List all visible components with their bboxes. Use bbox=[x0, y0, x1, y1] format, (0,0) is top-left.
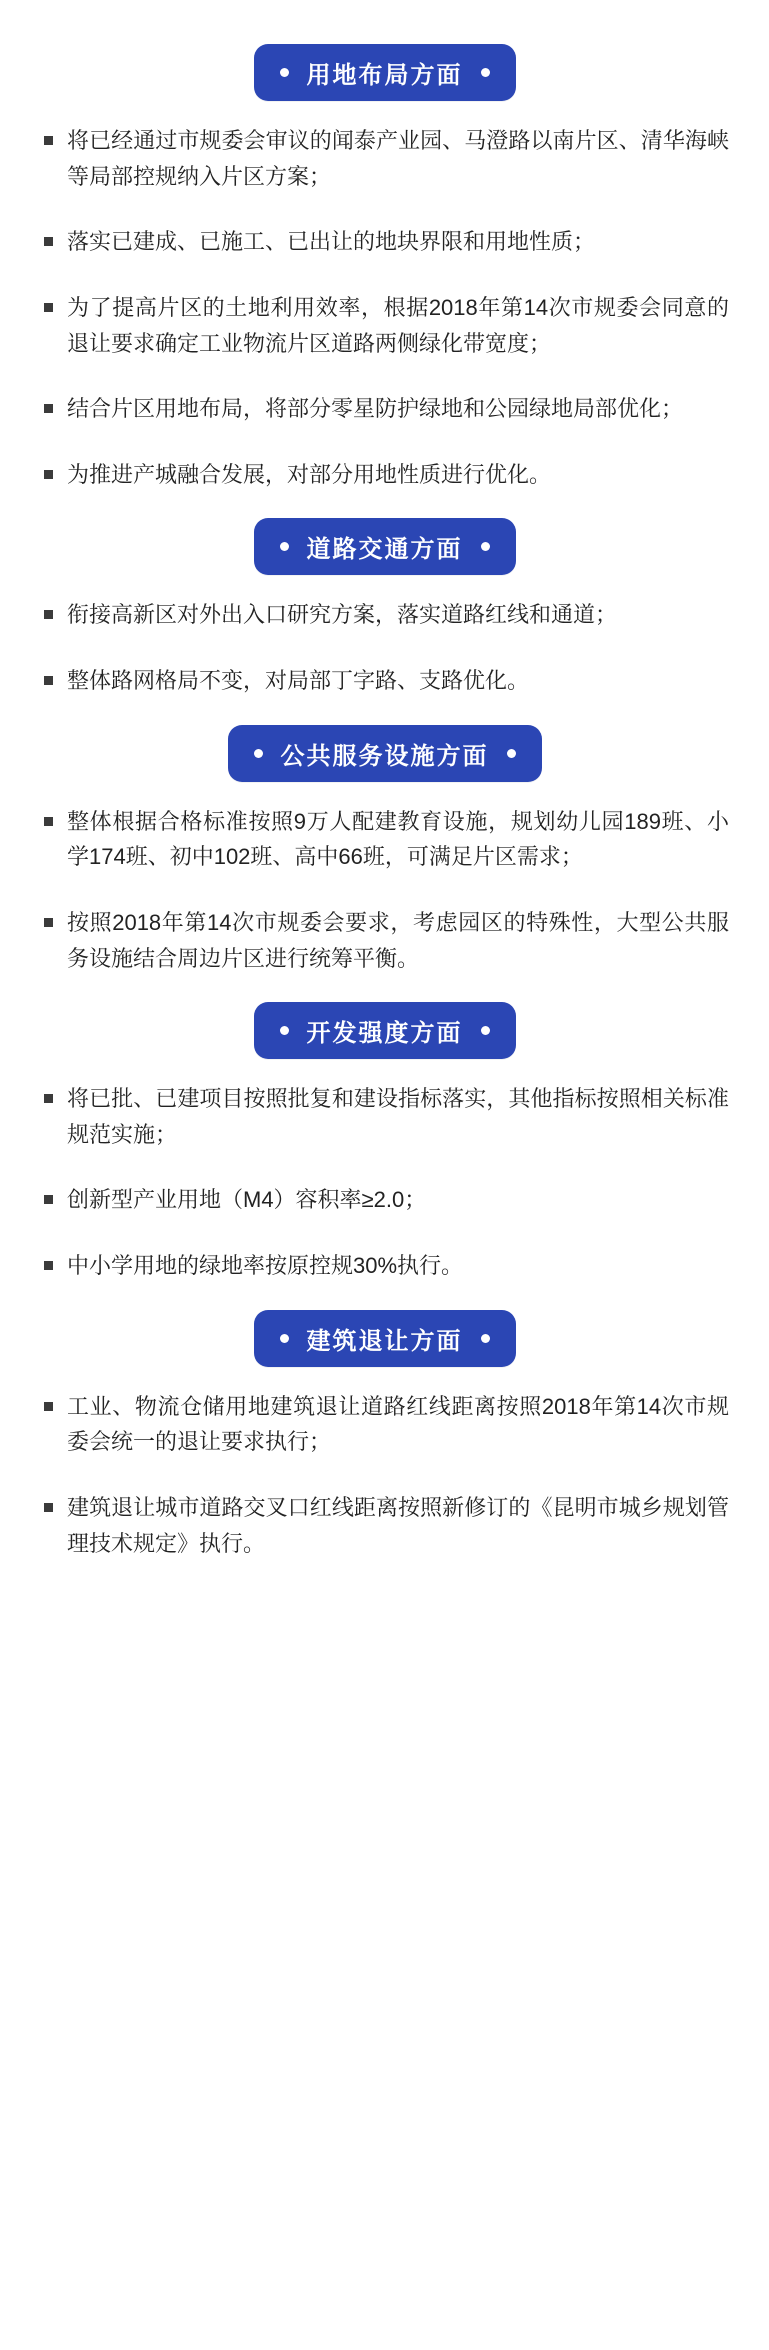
list-item-text: 按照2018年第14次市规委会要求，考虑园区的特殊性，大型公共服务设施结合周边片区进行统筹平衡。 bbox=[67, 909, 729, 971]
section-items bbox=[0, 123, 769, 492]
list-item-text: 结合片区用地布局，将部分零星防护绿地和公园绿地局部优化； bbox=[67, 396, 684, 422]
section-heading-label: 道路交通方面 bbox=[306, 536, 463, 564]
section-public-service-facilities bbox=[0, 725, 769, 977]
list-item bbox=[44, 1490, 729, 1561]
list-item-text: 创新型产业用地（M4）容积率≥2.0； bbox=[67, 1187, 427, 1213]
square-bullet-icon bbox=[44, 676, 53, 685]
list-item-text: 中小学用地的绿地率按原控规30%执行。 bbox=[67, 1253, 464, 1278]
list-item bbox=[44, 663, 729, 699]
list-item bbox=[44, 391, 729, 427]
square-bullet-icon bbox=[44, 610, 53, 619]
section-heading-badge bbox=[254, 44, 516, 101]
section-heading-badge bbox=[254, 518, 516, 575]
list-item bbox=[44, 123, 729, 194]
section-items bbox=[0, 1081, 769, 1284]
list-item bbox=[44, 457, 729, 493]
dot-icon bbox=[481, 542, 490, 551]
section-items bbox=[0, 1389, 769, 1562]
list-item-text: 将已经通过市规委会审议的闻泰产业园、马澄路以南片区、清华海峡等局部控规纳入片区方案； bbox=[67, 128, 729, 189]
list-item-text: 建筑退让城市道路交叉口红线距离按照新修订的《昆明市城乡规划管理技术规定》执行。 bbox=[67, 1494, 729, 1556]
dot-icon bbox=[481, 1026, 490, 1035]
section-heading-badge bbox=[228, 725, 542, 782]
list-item bbox=[44, 1182, 729, 1218]
dot-icon bbox=[280, 1334, 289, 1343]
dot-icon bbox=[481, 1334, 490, 1343]
list-item bbox=[44, 905, 729, 976]
section-heading-label: 公共服务设施方面 bbox=[280, 742, 489, 770]
section-heading-label: 开发强度方面 bbox=[306, 1020, 463, 1048]
list-item-text: 将已批、已建项目按照批复和建设指标落实，其他指标按照相关标准规范实施； bbox=[67, 1086, 729, 1147]
section-items bbox=[0, 597, 769, 698]
section-heading-wrap bbox=[0, 1002, 769, 1059]
list-item-text: 为了提高片区的土地利用效率，根据2018年第14次市规委会同意的退让要求确定工业物流片区道路两侧绿化带宽度； bbox=[67, 294, 729, 356]
list-item-text: 整体路网格局不变，对局部丁字路、支路优化。 bbox=[67, 668, 530, 693]
section-road-traffic bbox=[0, 518, 769, 698]
list-item bbox=[44, 1081, 729, 1152]
list-item-text: 工业、物流仓储用地建筑退让道路红线距离按照2018年第14次市规委会统一的退让要求执行； bbox=[67, 1393, 729, 1455]
section-items bbox=[0, 804, 769, 977]
section-heading-wrap bbox=[0, 1310, 769, 1367]
list-item-text: 为推进产城融合发展，对部分用地性质进行优化。 bbox=[67, 461, 552, 487]
section-heading-wrap bbox=[0, 518, 769, 575]
section-land-use-layout bbox=[0, 44, 769, 492]
square-bullet-icon bbox=[44, 237, 53, 246]
square-bullet-icon bbox=[44, 136, 53, 145]
square-bullet-icon bbox=[44, 1195, 53, 1204]
list-item bbox=[44, 1248, 729, 1284]
section-heading-wrap bbox=[0, 725, 769, 782]
list-item bbox=[44, 290, 729, 361]
dot-icon bbox=[481, 68, 490, 77]
dot-icon bbox=[280, 68, 289, 77]
section-development-intensity bbox=[0, 1002, 769, 1284]
square-bullet-icon bbox=[44, 1094, 53, 1103]
list-item bbox=[44, 597, 729, 633]
square-bullet-icon bbox=[44, 1261, 53, 1270]
list-item-text: 整体根据合格标准按照9万人配建教育设施，规划幼儿园189班、小学174班、初中102班、高中66班，可满足片区需求； bbox=[67, 808, 729, 870]
dot-icon bbox=[254, 749, 263, 758]
square-bullet-icon bbox=[44, 1503, 53, 1512]
square-bullet-icon bbox=[44, 404, 53, 413]
square-bullet-icon bbox=[44, 918, 53, 927]
list-item-text: 衔接高新区对外出入口研究方案，落实道路红线和通道； bbox=[67, 602, 618, 628]
section-heading-label: 用地布局方面 bbox=[306, 62, 463, 89]
dot-icon bbox=[280, 1026, 289, 1035]
square-bullet-icon bbox=[44, 1402, 53, 1411]
section-heading-badge bbox=[254, 1310, 516, 1367]
list-item bbox=[44, 1389, 729, 1460]
dot-icon bbox=[280, 542, 289, 551]
section-heading-wrap bbox=[0, 44, 769, 101]
square-bullet-icon bbox=[44, 817, 53, 826]
square-bullet-icon bbox=[44, 303, 53, 312]
section-heading-badge bbox=[254, 1002, 516, 1059]
section-heading-label: 建筑退让方面 bbox=[306, 1327, 463, 1355]
list-item bbox=[44, 224, 729, 260]
section-building-setback bbox=[0, 1310, 769, 1562]
dot-icon bbox=[507, 749, 516, 758]
list-item-text: 落实已建成、已施工、已出让的地块界限和用地性质； bbox=[67, 229, 596, 255]
list-item bbox=[44, 804, 729, 875]
square-bullet-icon bbox=[44, 470, 53, 479]
